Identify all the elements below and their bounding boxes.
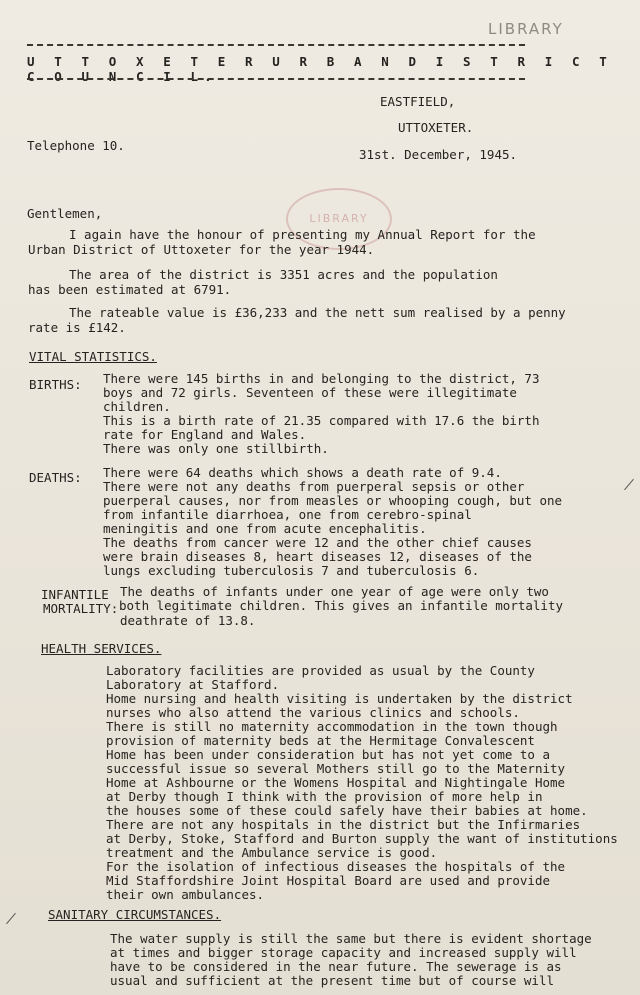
- infantile-label: INFANTILE: [41, 587, 109, 602]
- health-line: at Derby, Stoke, Stafford and Burton supply the want of institutions: [106, 831, 618, 846]
- health-line: treatment and the Ambulance service is good.: [106, 845, 438, 860]
- margin-mark: [624, 479, 634, 490]
- library-stamp: LIBRARY: [488, 20, 564, 38]
- infant-line: deathrate of 13.8.: [120, 613, 256, 628]
- sanitary-line: The water supply is still the same but there is evident shortage: [110, 931, 592, 946]
- telephone: Telephone 10.: [27, 138, 125, 153]
- births-line: There were 145 births in and belonging to the district, 73: [103, 371, 540, 386]
- library-seal: LIBRARY: [286, 188, 392, 250]
- health-line: There are not any hospitals in the district but the Infirmaries: [106, 817, 581, 832]
- address-line-1: EASTFIELD,: [380, 94, 456, 109]
- sanitary-line: at times and bigger storage capacity and increased supply will: [110, 945, 577, 960]
- health-line: Home nursing and health visiting is undertaken by the district: [106, 691, 573, 706]
- council-header: U T T O X E T E R U R B A N D I S T R I C T C O U N C I L.: [27, 54, 613, 84]
- mortality-label: MORTALITY:: [43, 601, 119, 616]
- health-line: There is still no maternity accommodation in the town though: [106, 719, 558, 734]
- births-line: boys and 72 girls. Seventeen of these were illegitimate: [103, 385, 517, 400]
- header-rule-bottom: [27, 78, 525, 80]
- intro-line: Urban District of Uttoxeter for the year 1944.: [28, 242, 375, 257]
- deaths-line: There were 64 deaths which shows a death rate of 9.4.: [103, 465, 502, 480]
- salutation: Gentlemen,: [27, 206, 103, 221]
- infant-line: The deaths of infants under one year of age were only two: [120, 584, 549, 599]
- address-line-2: UTTOXETER.: [398, 120, 474, 135]
- sanitary-heading: SANITARY CIRCUMSTANCES.: [48, 907, 222, 922]
- vital-statistics-heading: VITAL STATISTICS.: [29, 349, 157, 364]
- health-line: their own ambulances.: [106, 887, 265, 902]
- deaths-line: from infantile diarrhoea, one from cerebro-spinal: [103, 507, 472, 522]
- health-line: at Derby though I think with the provision of more help in: [106, 789, 543, 804]
- deaths-line: lungs excluding tuberculosis 7 and tuberculosis 6.: [103, 563, 480, 578]
- sanitary-line: usual and sufficient at the present time but of course will: [110, 973, 555, 988]
- letter-date: 31st. December, 1945.: [359, 147, 518, 162]
- health-line: Laboratory facilities are provided as usual by the County: [106, 663, 535, 678]
- health-line: nurses who also attend the various clinics and schools.: [106, 705, 520, 720]
- health-line: Home has been under consideration but has not yet come to a: [106, 747, 551, 762]
- health-line: Home at Ashbourne or the Womens Hospital and Nightingale Home: [106, 775, 566, 790]
- deaths-line: The deaths from cancer were 12 and the other chief causes: [103, 535, 532, 550]
- infant-line: both legitimate children. This gives an infantile mortality: [119, 598, 564, 613]
- deaths-line: were brain diseases 8, heart diseases 12, diseases of the: [103, 549, 532, 564]
- area-line: has been estimated at 6791.: [28, 282, 232, 297]
- health-line: Mid Staffordshire Joint Hospital Board are used and provide: [106, 873, 551, 888]
- deaths-line: meningitis and one from acute encephalitis.: [103, 521, 427, 536]
- births-line: children.: [103, 399, 171, 414]
- deaths-label: DEATHS:: [29, 470, 82, 485]
- margin-mark: [6, 913, 16, 924]
- births-line: rate for England and Wales.: [103, 427, 307, 442]
- births-line: There was only one stillbirth.: [103, 441, 329, 456]
- health-services-heading: HEALTH SERVICES.: [41, 641, 162, 656]
- intro-line: I again have the honour of presenting my Annual Report for the: [69, 227, 536, 242]
- deaths-line: puerperal causes, nor from measles or whooping cough, but one: [103, 493, 563, 508]
- health-line: the houses some of these could safely have their babies at home.: [106, 803, 588, 818]
- health-line: Laboratory at Stafford.: [106, 677, 280, 692]
- health-line: provision of maternity beds at the Hermitage Convalescent: [106, 733, 535, 748]
- rateable-line: rate is £142.: [28, 320, 126, 335]
- health-line: successful issue so several Mothers still go to the Maternity: [106, 761, 566, 776]
- births-label: BIRTHS:: [29, 377, 82, 392]
- rateable-line: The rateable value is £36,233 and the nett sum realised by a penny: [69, 305, 566, 320]
- area-line: The area of the district is 3351 acres and the population: [69, 267, 498, 282]
- births-line: This is a birth rate of 21.35 compared with 17.6 the birth: [103, 413, 540, 428]
- health-line: For the isolation of infectious diseases the hospitals of the: [106, 859, 566, 874]
- deaths-line: There were not any deaths from puerperal sepsis or other: [103, 479, 525, 494]
- sanitary-line: have to be considered in the near future. The sewerage is as: [110, 959, 562, 974]
- header-rule-top: [27, 44, 525, 46]
